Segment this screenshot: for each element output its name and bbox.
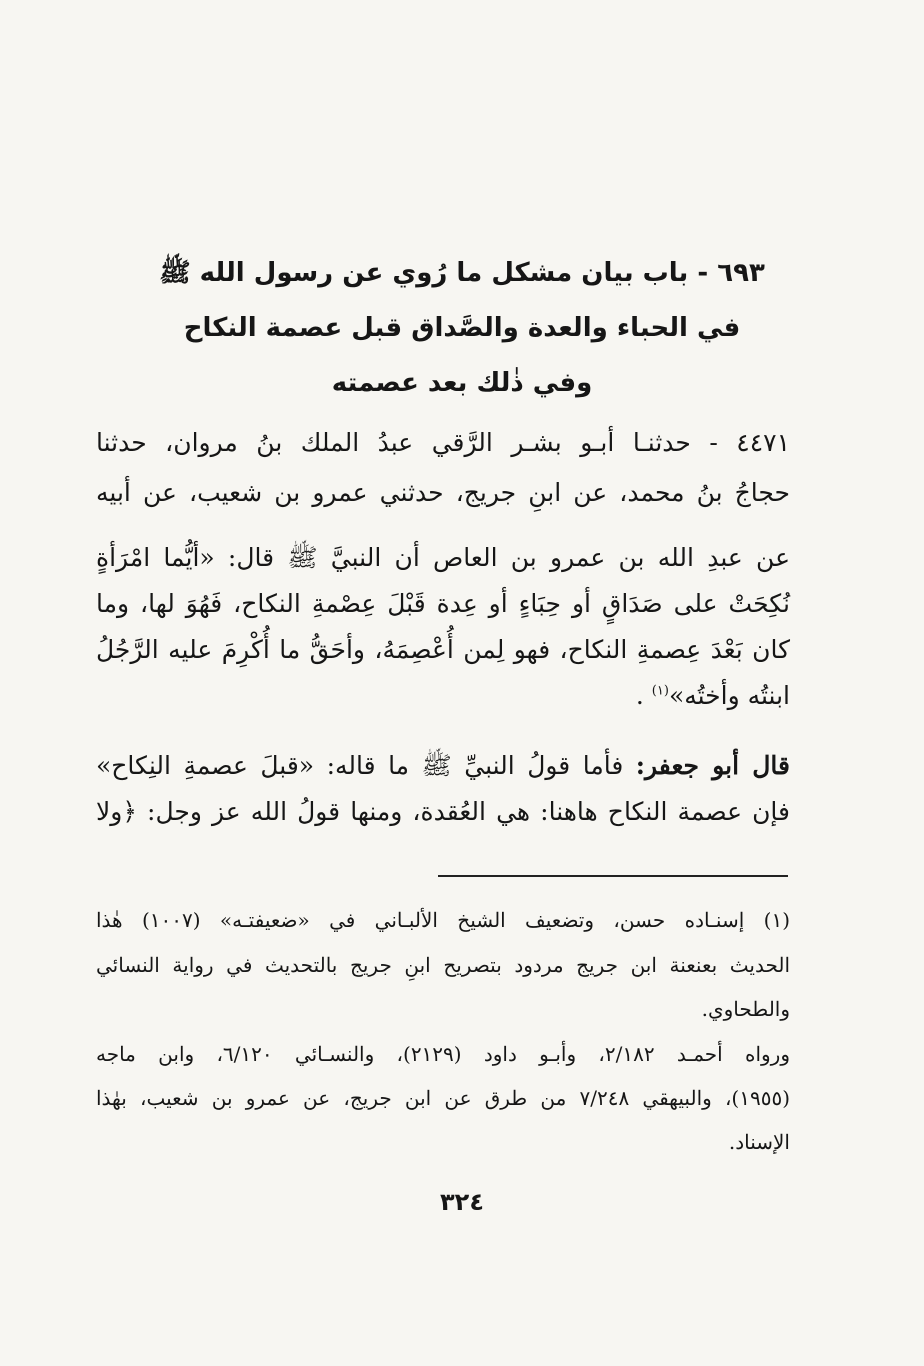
end-mark: . [635, 681, 644, 710]
footnote-line-2: الحديث بعنعنة ابن جريج مردود بتصريح ابنِ جريج بالتحديث في رواية النسائي [96, 953, 790, 977]
hadith-line-6-text: ابنتُه وأختُه» [668, 681, 790, 710]
hadith-line-6 [96, 681, 790, 710]
hadith-line-1: ٤٤٧١ - حدثنـا أبـو بشـر الرَّقي عبدُ الملك بنُ مروان، حدثنا [96, 428, 790, 457]
chapter-title-line-1: ٦٩٣ - باب بيان مشكل ما رُوي عن رسول الله ﷺ [159, 258, 765, 288]
footnote-line-1: (١) إسنـاده حسن، وتضعيف الشيخ الألبـاني في «ضعيفتـه» (١٠٠٧) هٰذا [96, 908, 790, 932]
commentary-line-1-text: فأما قولُ النبيِّ ﷺ ما قاله: «قبلَ عصمةِ النِكاح» [96, 751, 624, 780]
commentary-speaker: قال أبو جعفر: [635, 751, 790, 780]
hadith-line-2: حجاجُ بنُ محمد، عن ابنِ جريج، حدثني عمرو بن شعيب، عن أبيه [96, 478, 790, 507]
footnote-line-4: ورواه أحمـد ٢/١٨٢، وأبـو داود (٢١٢٩)، والنسـائي ٦/١٢٠، وابن ماجه [96, 1042, 790, 1066]
page-number: ٣٢٤ [440, 1188, 484, 1216]
footnote-line-6: الإسناد. [728, 1130, 790, 1154]
hadith-line-4: نُكِحَتْ على صَدَاقٍ أو حِبَاءٍ أو عِدة قَبْلَ عِصْمةِ النكاح، فَهُوَ لها، وما [96, 589, 790, 618]
chapter-title-line-2: في الحباء والعدة والصَّداق قبل عصمة النكاح [183, 313, 741, 343]
footnote-line-3: والطحاوي. [701, 997, 790, 1021]
hadith-line-3: عن عبدِ الله بن عمرو بن العاص أن النبيَّ ﷺ قال: «أيُّما امْرَأةٍ [96, 543, 790, 572]
footnote-line-5: (١٩٥٥)، والبيهقي ٧/٢٤٨ من طرق عن ابن جريج، عن عمرو بن شعيب، بهٰذا [96, 1086, 790, 1110]
chapter-title-line-3: وفي ذٰلك بعد عصمته [331, 368, 593, 398]
footnote-reference: (١) [651, 683, 669, 699]
footnote-divider [438, 875, 788, 877]
commentary-line-1 [96, 750, 790, 787]
commentary-line-2: فإن عصمة النكاح هاهنا: هي العُقدة، ومنها قولُ الله عز وجل: ﴿ولا [96, 797, 790, 826]
hadith-line-5: كان بَعْدَ عِصمةِ النكاح، فهو لِمن أُعْصِمَهُ، وأحَقُّ ما أُكْرِمَ عليه الرَّجُلُ [96, 635, 790, 664]
